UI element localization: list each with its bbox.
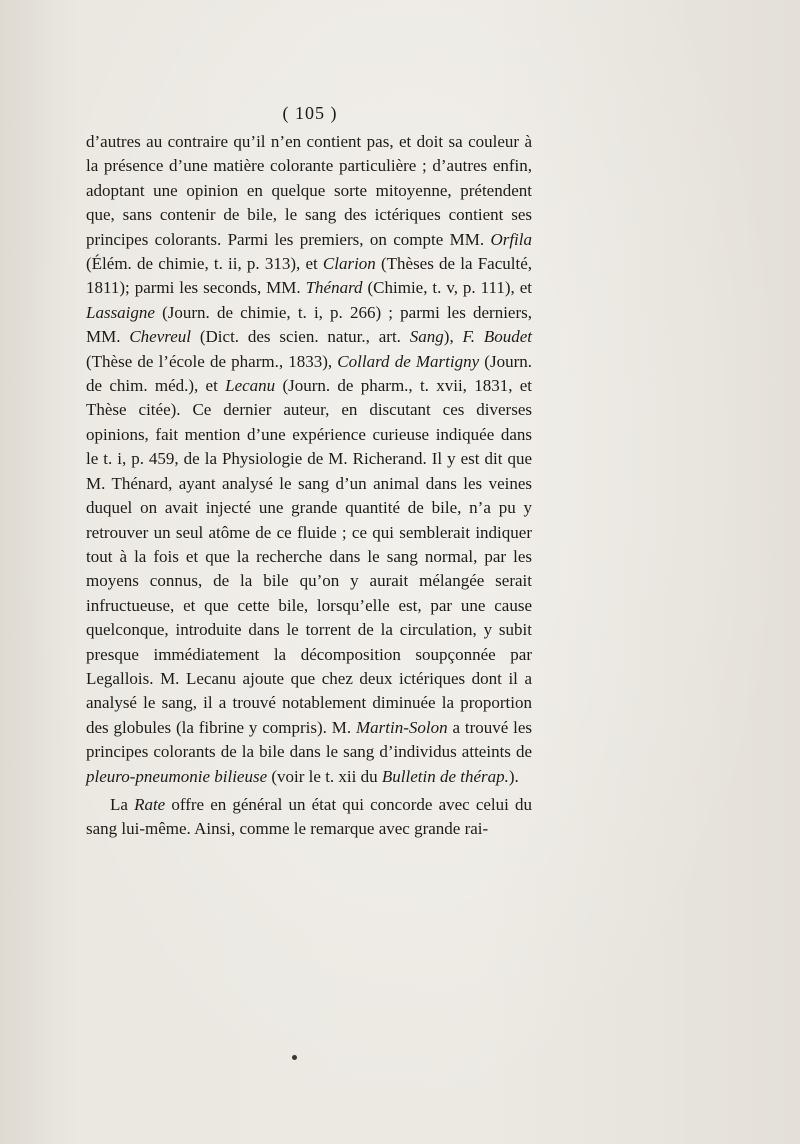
text-run: a trouvé les principes colorants de la bile dans le sang d’individus atteints de (86, 717, 533, 762)
italic-text: Lassaigne (86, 302, 155, 322)
text-run: (Thèses de la Faculté, 1811); parmi les seconds, MM. (86, 254, 532, 298)
text-run: (Dict. des scien. natur., art. (191, 327, 410, 347)
italic-text: Orfila (490, 229, 532, 249)
italic-text: Collard de Martigny (337, 351, 480, 371)
text-run: (voir le t. xii du (267, 766, 382, 786)
text-run: La (110, 794, 135, 814)
italic-text: Rate (134, 794, 166, 814)
text-run: (Thèse de l’école de pharm., 1833), (86, 351, 338, 371)
italic-text: Clarion (322, 254, 376, 274)
text-run: offre en général un état qui concorde avec celui du sang lui-même. Ainsi, comme le remarque avec grande rai- (86, 794, 532, 839)
signature-mark (292, 1055, 297, 1060)
italic-text: Sang (409, 327, 444, 347)
italic-text: Martin-Solon (356, 717, 448, 737)
text-run: d’autres au contraire qu’il n’en contient pas, et doit sa couleur à la présence d’une matière colorante particulière ; d’autres enfin, adoptant une opinion en quelque sorte mitoyenne, prétendent que, sans contenir de bile, le sang des ictériques contient ses principes colorants. Parmi les premiers, on compte MM. (86, 132, 532, 249)
italic-text: Lecanu (225, 376, 276, 396)
text-run: (Chimie, t. v, p. 111), et (362, 278, 532, 298)
paragraph (86, 130, 532, 789)
italic-text: F. Boudet (462, 327, 532, 347)
paragraph (86, 793, 532, 842)
text-run: (Élém. de chimie, t. ii, p. 313), et (86, 254, 323, 274)
text-run: (Journ. de chim. méd.), et (86, 351, 532, 396)
text-run: ). (508, 766, 519, 786)
italic-text: Thénard (305, 278, 363, 298)
text-run: (Journ. de pharm., t. xvii, 1831, et Thèse citée). Ce dernier auteur, en discutant ces diverses opinions, fait mention d’une expérience curieuse indiquée dans le t. i, p. 459, de la Physiologie de M. Richerand. Il y est dit que M. Thénard, ayant analysé le sang d’un animal dans les veines duquel on avait injecté une grande quantité de bile, n’a pu y retrouver un seul atôme de ce fluide ; ce qui semblerait indiquer tout à la fois et que la recherche dans le sang normal, par les moyens connus, de la bile qu’on y aurait mélangée serait infructueuse, et que cette bile, lorsqu’elle est, par une cause quelconque, introduite dans le torrent de la circulation, y subit presque immédiatement la décomposition soupçonnée par Legallois. M. Lecanu ajoute que chez deux ictériques dont il a analysé le sang, il a trouvé notablement diminuée la proportion des globules (la fibrine y compris). M. (86, 376, 532, 737)
italic-text: pleuro-pneumonie bilieuse (86, 766, 268, 786)
body-text (86, 130, 532, 842)
page-number: ( 105 ) (282, 103, 338, 123)
italic-text: Chevreul (129, 327, 192, 347)
text-run: ), (443, 327, 463, 347)
italic-text: Bulletin de thérap. (381, 766, 509, 786)
text-run: (Journ. de chimie, t. i, p. 266) ; parmi les derniers, MM. (86, 302, 532, 347)
